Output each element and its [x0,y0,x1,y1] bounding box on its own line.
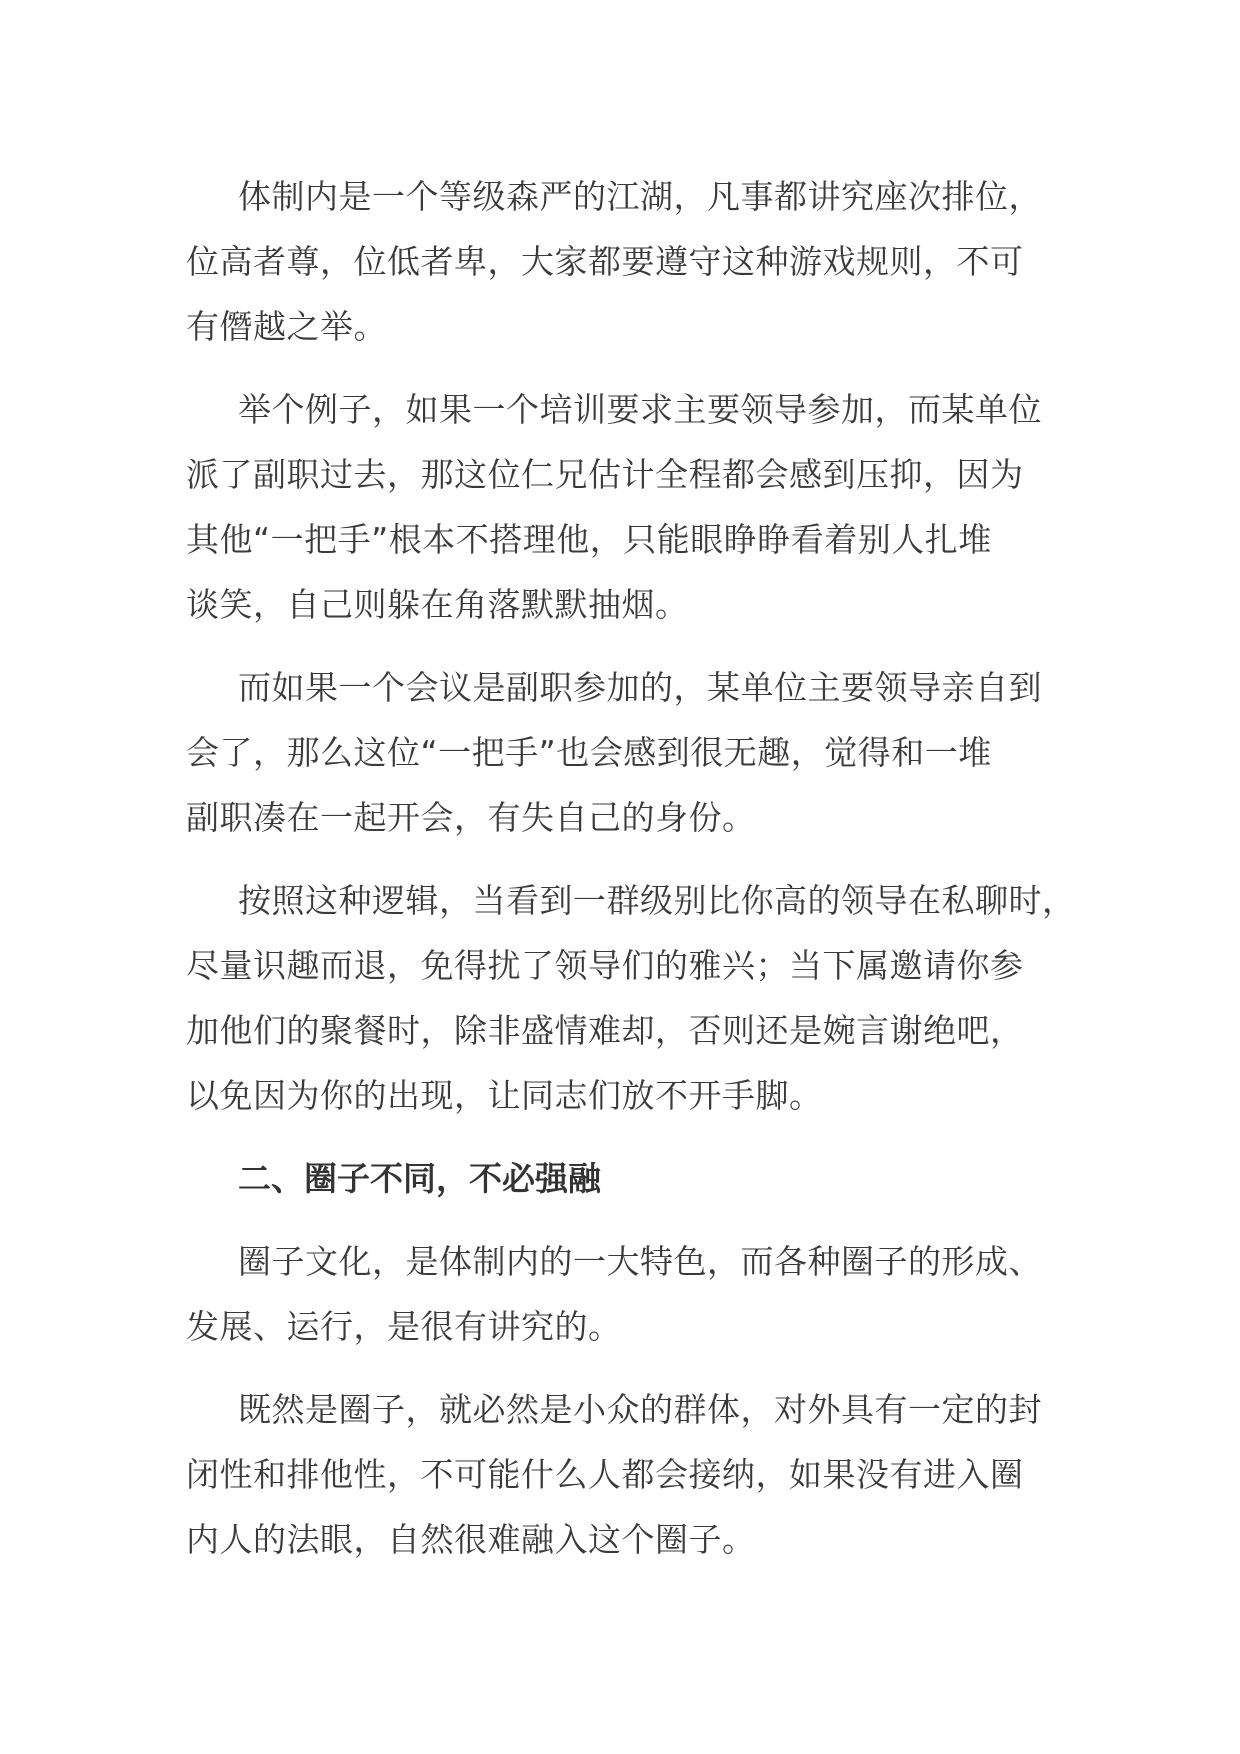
paragraph [186,1377,1086,1572]
paragraph [186,377,1086,637]
paragraph [186,164,1086,359]
text-line: 既然是圈子，就必然是小众的群体，对外具有一定的封 [238,1390,1042,1429]
text-line: 闭性和排他性，不可能什么人都会接纳，如果没有进入圈 [186,1455,1024,1494]
text-line: 以免因为你的出现，让同志们放不开手脚。 [186,1076,823,1115]
text-line: 其他“一把手”根本不搭理他，只能眼睁睁看着别人扎堆 [186,520,992,559]
text-line: 会了，那么这位“一把手”也会感到很无趣，觉得和一堆 [186,733,992,772]
text-line: 派了副职过去，那这位仁兄估计全程都会感到压抑，因为 [186,455,1024,494]
paragraph [186,1229,1086,1359]
text-line: 按照这种逻辑，当看到一群级别比你高的领导在私聊时， [238,881,1076,920]
document-body [186,164,1086,1590]
section-heading: 二、圈子不同，不必强融 [238,1159,601,1198]
paragraph [186,655,1086,850]
text-line: 圈子文化，是体制内的一大特色，而各种圈子的形成、 [238,1242,1042,1281]
text-line: 加他们的聚餐时，除非盛情难却，否则还是婉言谢绝吧， [186,1011,1024,1050]
text-line: 体制内是一个等级森严的江湖，凡事都讲究座次排位， [238,177,1042,216]
text-line: 副职凑在一起开会，有失自己的身份。 [186,798,756,837]
text-line: 举个例子，如果一个培训要求主要领导参加，而某单位 [238,390,1042,429]
text-line: 而如果一个会议是副职参加的，某单位主要领导亲自到 [238,668,1042,707]
text-line: 有僭越之举。 [186,307,387,346]
paragraph [186,868,1086,1128]
text-line: 内人的法眼，自然很难融入这个圈子。 [186,1520,756,1559]
text-line: 发展、运行，是很有讲究的。 [186,1307,622,1346]
text-line: 尽量识趣而退，免得扰了领导们的雅兴；当下属邀请你参 [186,946,1024,985]
text-line: 位高者尊，位低者卑，大家都要遵守这种游戏规则，不可 [186,242,1024,281]
text-line: 谈笑，自己则躲在角落默默抽烟。 [186,585,689,624]
